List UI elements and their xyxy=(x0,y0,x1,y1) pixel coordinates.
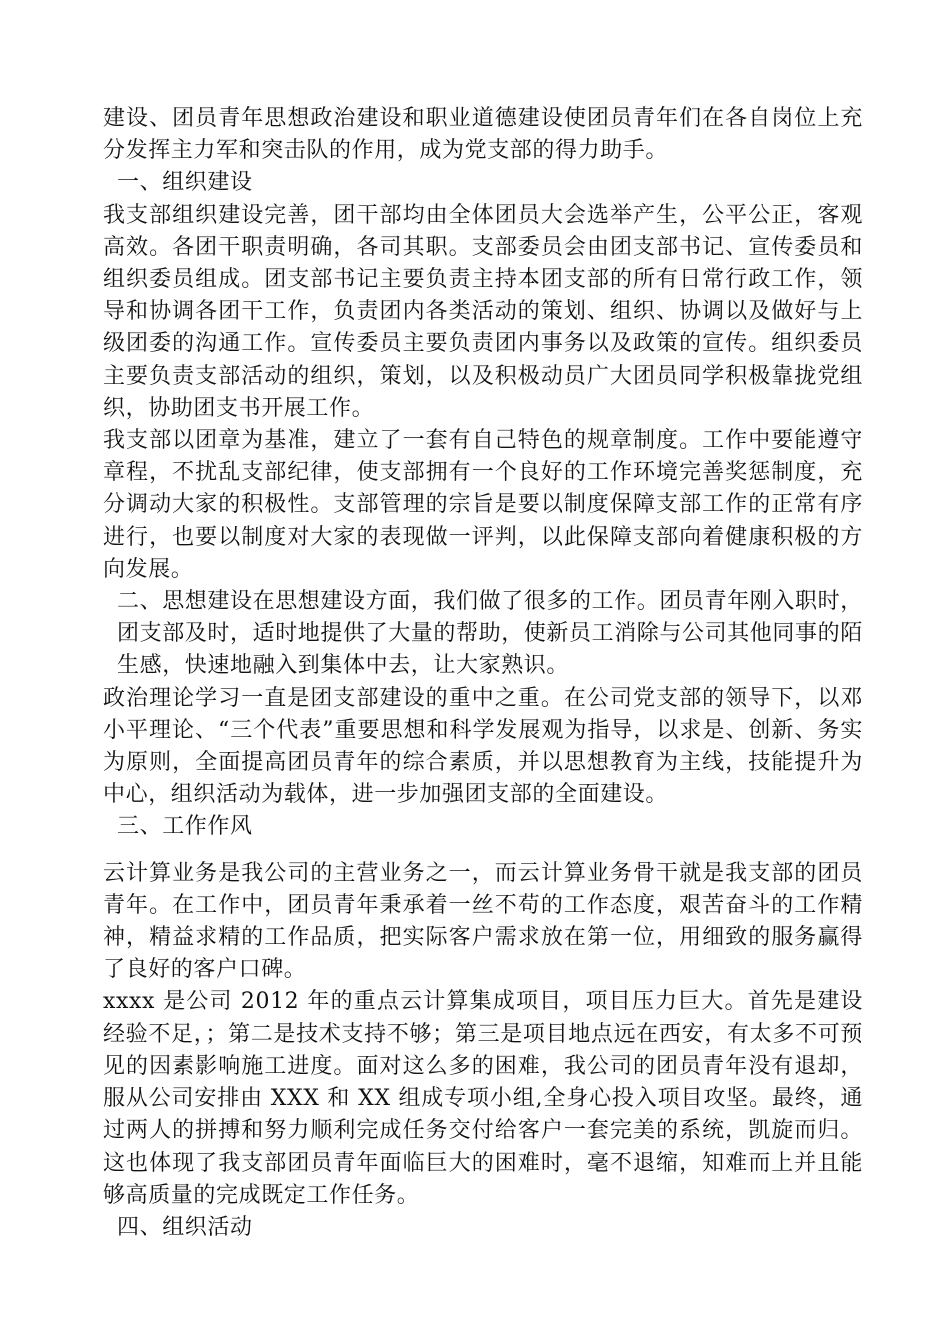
section-heading-ideology: 二、思想建设在思想建设方面，我们做了很多的工作。团员青年刚入职时，团支部及时，适时地提供了大量的帮助，使新员工消除与公司其他同事的陌生感，快速地融入到集体中去，让大家熟识。 xyxy=(117,589,863,679)
paragraph-organization-structure: 我支部组织建设完善，团干部均由全体团员大会选举产生，公平公正，客观高效。各团干职责明确，各司其职。支部委员会由团支部书记、宣传委员和组织委员组成。团支部书记主要负责主持本团支部的所有日常行政工作，领导和协调各团干工作，负责团内各类活动的策划、组织、协调以及做好与上级团委的沟通工作。宣传委员主要负责团内事务以及政策的宣传。组织委员主要负责支部活动的组织，策划，以及积极动员广大团员同学积极靠拢党组织，协助团支书开展工作。 xyxy=(103,202,863,421)
section-heading-organization: 一、组织建设 xyxy=(117,170,253,196)
document-body xyxy=(103,103,863,1244)
section-heading-activities: 四、组织活动 xyxy=(117,1214,253,1240)
paragraph-political-study: 政治理论学习一直是团支部建设的重中之重。在公司党支部的领导下，以邓小平理论、“三个代表”重要思想和科学发展观为指导，以求是、创新、务实为原则，全面提高团员青年的综合素质，并以思想教育为主线，技能提升为中心，组织活动为载体，进一步加强团支部的全面建设。 xyxy=(103,685,863,808)
paragraph-project-case: xxxx 是公司 2012 年的重点云计算集成项目，项目压力巨大。首先是建设经验不足，；第二是技术支持不够；第三是项目地点远在西安，有太多不可预见的因素影响施工进度。面对这么多的困难，我公司的团员青年没有退却，服从公司安排由 XXX 和 XX 组成专项小组,全身心投入项目攻坚。最终，通过两人的拼搏和努力顺利完成任务交付给客户一套完美的系统，凯旋而归。这也体现了我支部团员青年面临巨大的困难时，毫不退缩，知难而上并且能够高质量的完成既定工作任务。 xyxy=(103,989,863,1208)
paragraph-cloud-business: 云计算业务是我公司的主营业务之一，而云计算业务骨干就是我支部的团员青年。在工作中，团员青年秉承着一丝不苟的工作态度，艰苦奋斗的工作精神，精益求精的工作品质，把实际客户需求放在第一位，用细致的服务赢得了良好的客户口碑。 xyxy=(103,860,863,983)
paragraph-intro-continued: 建设、团员青年思想政治建设和职业道德建设使团员青年们在各自岗位上充分发挥主力军和突击队的作用，成为党支部的得力助手。 xyxy=(103,106,863,164)
section-heading-work-style: 三、工作作风 xyxy=(117,814,253,840)
paragraph-organization-rules: 我支部以团章为基准，建立了一套有自己特色的规章制度。工作中要能遵守章程，不扰乱支部纪律，使支部拥有一个良好的工作环境完善奖惩制度，充分调动大家的积极性。支部管理的宗旨是要以制度保障支部工作的正常有序进行，也要以制度对大家的表现做一评判，以此保障支部向着健康积极的方向发展。 xyxy=(103,428,863,582)
